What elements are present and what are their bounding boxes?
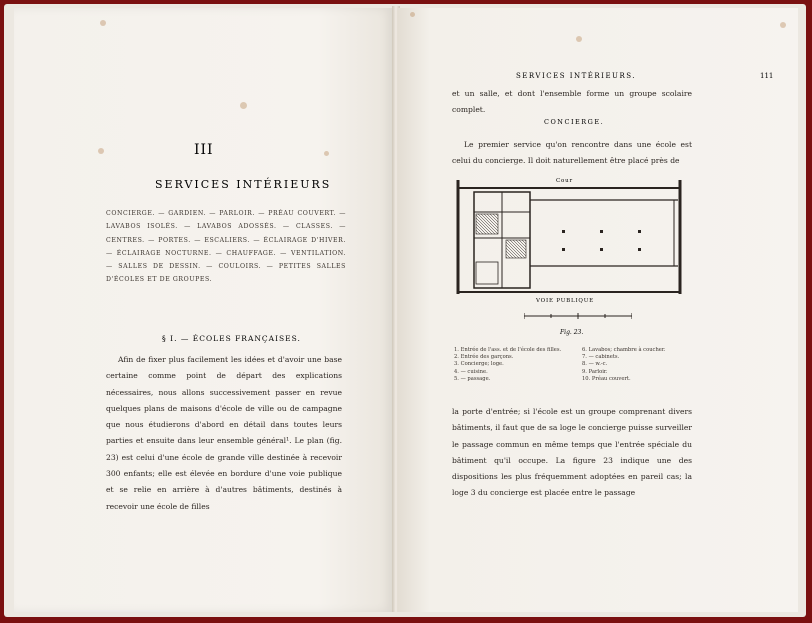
chapter-title: SERVICES INTÉRIEURS [155,178,332,191]
figure-legend [454,347,694,383]
page-number: 111 [760,72,774,80]
left-page [14,8,394,612]
figure-caption: Fig. 23. [560,329,584,336]
subheading-concierge: CONCIERGE. [544,118,605,126]
figure-bottom-label: VOIE PUBLIQUE [536,298,594,304]
chapter-number: III [194,142,214,158]
legend-item: 3. Concierge; loge. [454,361,504,368]
legend-item: 4. — cuisine. [454,368,488,375]
legend-item: 10. Préau couvert. [582,375,631,382]
section-heading: § I. — ÉCOLES FRANÇAISES. [162,334,301,343]
left-body-text: Afin de fixer plus facilement les idées et d'avoir une base certaine comme point de départ des explications nécessaires, nous allons successivement passer en revue quelques plans de maisons d'école de ville ou de campagne que nous étudierons d'abord en détail dans toutes leurs parties et ensuite dans leur ensemble général¹. Le plan (fig. 23) est celui d'une école de grande ville destinée à recevoir 300 enfants; elle est élevée en bordure d'une voie publique et se relie en arrière à d'autres bâtiments, destinés à recevoir une école de filles [106,355,342,511]
legend-item: 9. Parloir. [582,368,608,375]
floor-plan-figure [454,178,686,298]
legend-item: 5. — passage. [454,375,491,382]
concierge-paragraph: Le premier service qu'on rencontre dans une école est celui du concierge. Il doit naturellement être placé près de [452,140,692,166]
scale-bar [524,313,632,319]
legend-item: 6. Lavabos; chambre à coucher. [582,347,666,353]
legend-item: 1. Entrée de l'ass. et de l'école des filles. [454,347,562,353]
legend-item: 2. Entrée des garçons. [454,354,514,361]
legend-item: 7. — cabinets. [582,354,620,361]
chapter-summary: CONCIERGE. — GARDIEN. — PARLOIR. — PRÉAU COUVERT. — LAVABOS ISOLÉS. — LAVABOS ADOSSÉS. — CLASSES. — CENTRES. — PORTES. — ESCALIERS. — ÉCLAIRAGE D'HIVER. — ÉCLAIRAGE NOCTURNE. — CHAUFFAGE. — VENTILATION. — SALLES DE DESSIN. — COULOIRS. — PETITES SALLES D'ÉCOLES ET DE GROUPES. [106,210,346,284]
continuation-text: et un salle, et dont l'ensemble forme un groupe scolaire complet. [452,89,692,115]
figure-top-label: Cour [556,178,573,184]
running-head: SERVICES INTÉRIEURS. [516,72,636,80]
legend-item: 8. — w.-c. [582,361,608,368]
right-body-text: la porte d'entrée; si l'école est un groupe comprenant divers bâtiments, il faut que de sa loge le concierge puisse surveiller le passage commun en même temps que l'entrée spéciale du bâtiment qu'il occupe. La figure 23 indique une des dispositions les plus fréquemment adoptées en pareil cas; la loge 3 du concierge est placée entre le passage [452,407,692,498]
